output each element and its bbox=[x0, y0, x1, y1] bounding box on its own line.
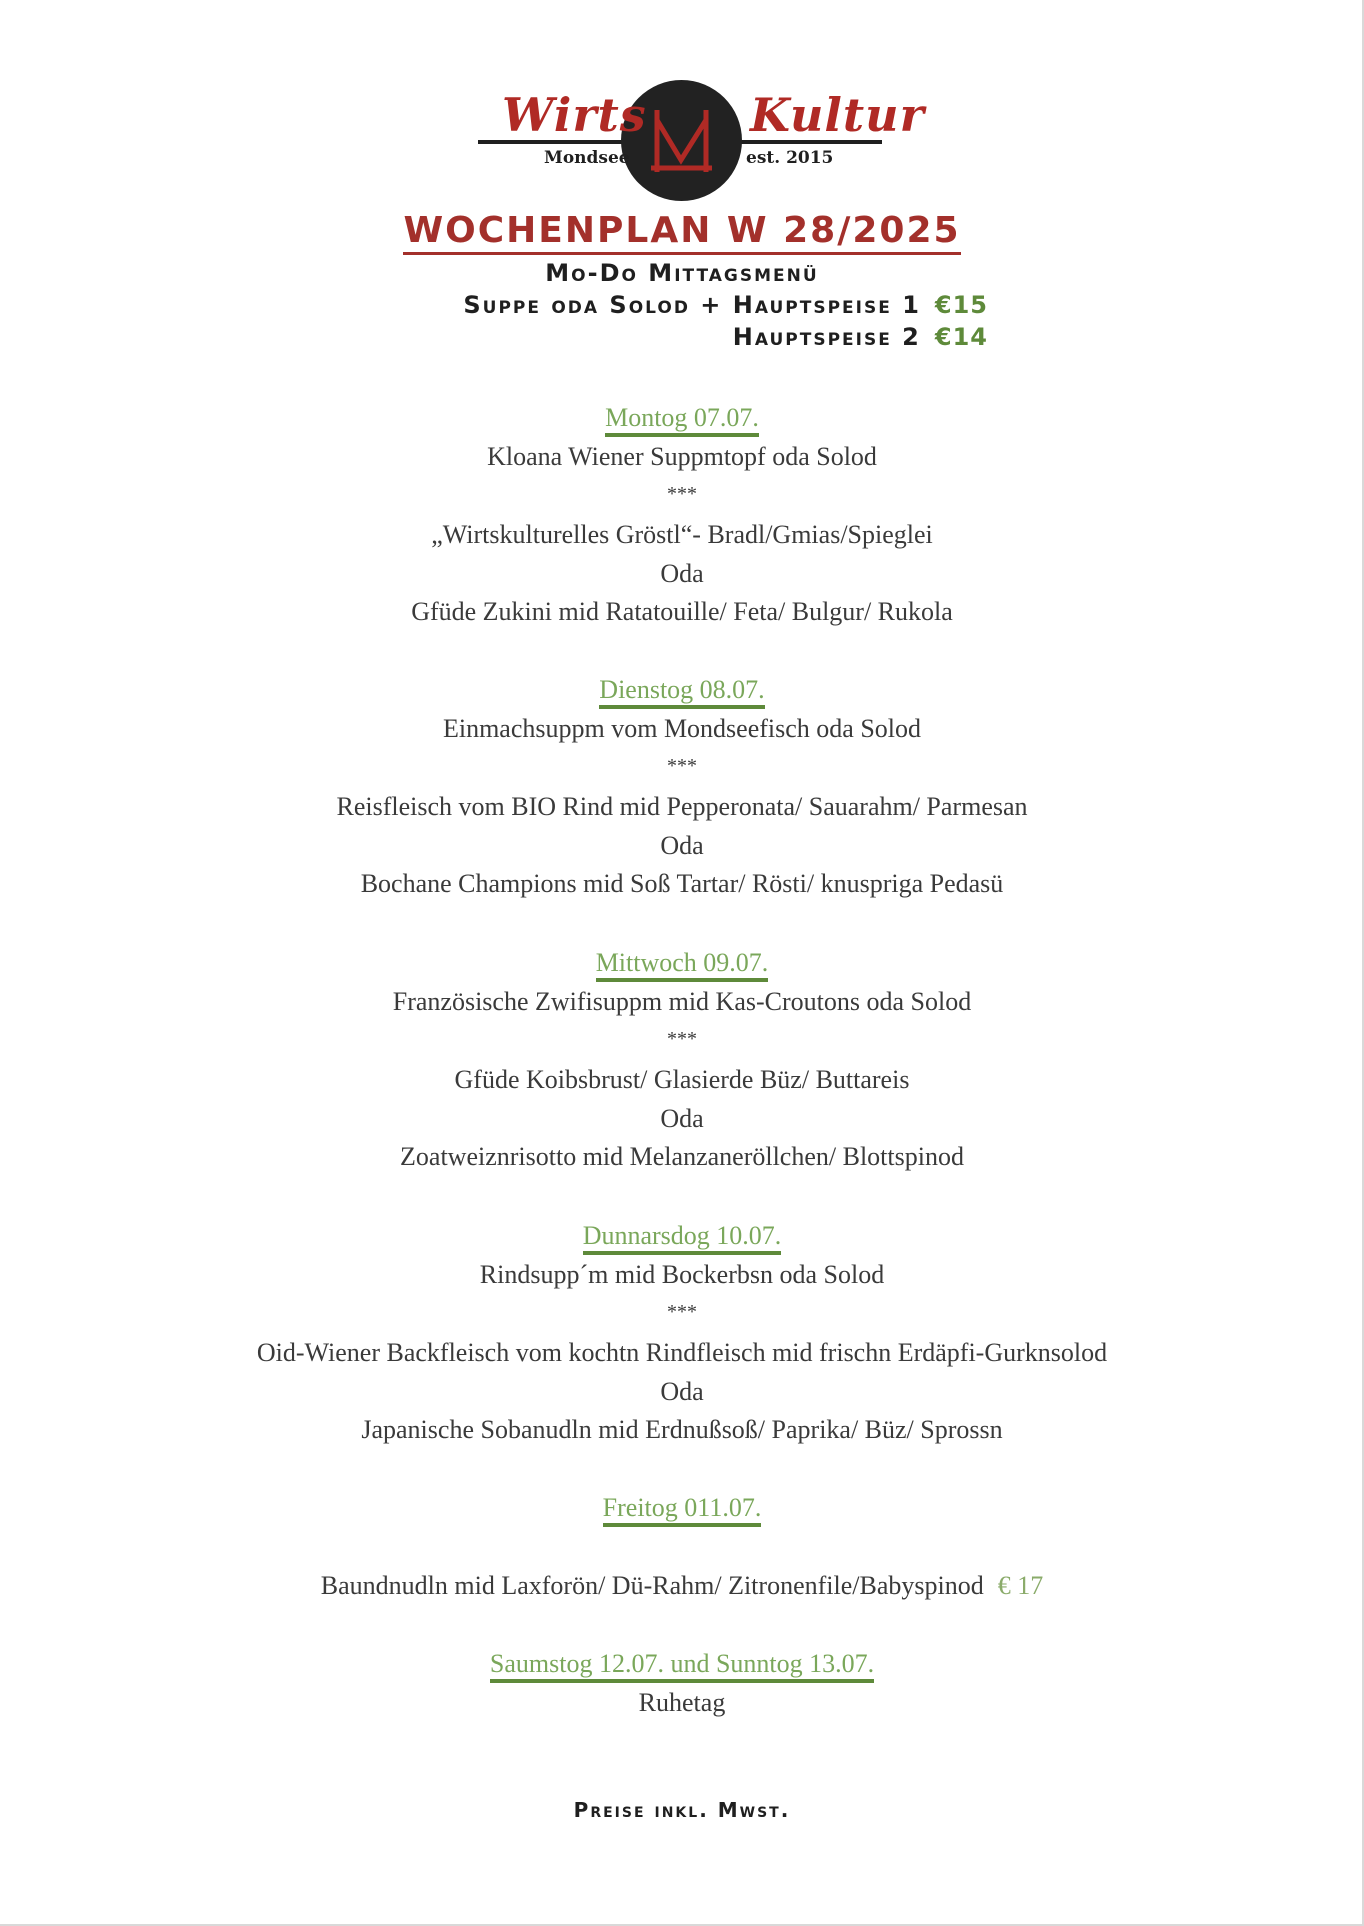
day-heading bbox=[0, 948, 1364, 978]
offer-1-label: Suppe oda Solod + Hauptspeise 1 bbox=[463, 291, 921, 319]
restaurant-logo bbox=[478, 80, 925, 204]
day-separator: *** bbox=[667, 1028, 697, 1050]
day-separator: *** bbox=[667, 1301, 697, 1323]
day-main-2: Zoatweiznrisotto mid Melanzaneröllchen/ Blottspinod bbox=[400, 1142, 964, 1171]
day-main-1: Reisfleisch vom BIO Rind mid Pepperonata/ Sauarahm/ Parmesan bbox=[336, 792, 1028, 821]
friday-heading bbox=[0, 1493, 1364, 1523]
logo-established: est. 2015 bbox=[746, 148, 834, 168]
day-heading bbox=[0, 675, 1364, 705]
day-main-1: Oid-Wiener Backfleisch vom kochtn Rindfleisch mid frischn Erdäpfi-Gurknsolod bbox=[256, 1338, 1108, 1367]
day-date: Montog 07.07. bbox=[605, 403, 759, 437]
offer-2-price: €14 bbox=[934, 323, 988, 351]
logo-word-left: Wirts bbox=[502, 88, 647, 142]
price-note: Preise inkl. Mwst. bbox=[573, 1798, 791, 1822]
weekend-heading bbox=[0, 1649, 1364, 1679]
day-heading bbox=[0, 1221, 1364, 1251]
day-or: Oda bbox=[660, 559, 704, 588]
day-separator: *** bbox=[667, 483, 697, 505]
friday-date: Freitog 011.07. bbox=[603, 1493, 762, 1527]
day-main-2: Japanische Sobanudln mid Erdnußsoß/ Paprika/ Büz/ Sprossn bbox=[361, 1415, 1003, 1444]
day-soup: Französische Zwifisuppm mid Kas-Croutons oda Solod bbox=[392, 987, 972, 1016]
day-soup: Rindsupp´m mid Bockerbsn oda Solod bbox=[479, 1260, 885, 1289]
weekend-date: Saumstog 12.07. und Sunntog 13.07. bbox=[490, 1649, 874, 1683]
page-title-text: WOCHENPLAN W 28/2025 bbox=[403, 210, 960, 255]
offer-2 bbox=[733, 323, 988, 351]
day-date: Dienstog 08.07. bbox=[599, 675, 764, 709]
offer-1-price: €15 bbox=[934, 291, 988, 319]
day-soup: Kloana Wiener Suppmtopf oda Solod bbox=[487, 442, 877, 471]
day-separator: *** bbox=[667, 755, 697, 777]
day-soup: Einmachsuppm vom Mondseefisch oda Solod bbox=[442, 714, 922, 743]
day-or: Oda bbox=[660, 831, 704, 860]
friday-dish-line bbox=[0, 1571, 1364, 1601]
day-main-1: Gfüde Koibsbrust/ Glasierde Büz/ Buttareis bbox=[454, 1065, 910, 1094]
day-heading bbox=[0, 403, 1364, 433]
day-or: Oda bbox=[660, 1104, 704, 1133]
day-main-2: Bochane Champions mid Soß Tartar/ Rösti/ knuspriga Pedasü bbox=[360, 869, 1004, 898]
day-main-1: „Wirtskulturelles Gröstl“- Bradl/Gmias/Spieglei bbox=[431, 520, 933, 549]
logo-location: Mondsee bbox=[544, 148, 630, 168]
weekend-note: Ruhetag bbox=[638, 1688, 726, 1717]
day-or: Oda bbox=[660, 1377, 704, 1406]
day-date: Dunnarsdog 10.07. bbox=[583, 1221, 782, 1255]
day-main-2: Gfüde Zukini mid Ratatouille/ Feta/ Bulgur/ Rukola bbox=[411, 597, 953, 626]
menu-subtitle: Mo-Do Mittagsmenü bbox=[545, 259, 819, 287]
page-title bbox=[0, 210, 1364, 251]
friday-dish: Baundnudln mid Laxforön/ Dü-Rahm/ Zitronenfile/Babyspinod bbox=[320, 1571, 984, 1600]
day-date: Mittwoch 09.07. bbox=[596, 948, 769, 982]
offer-1 bbox=[463, 291, 988, 319]
friday-price: € 17 bbox=[997, 1571, 1044, 1600]
offer-2-label: Hauptspeise 2 bbox=[732, 323, 921, 351]
logo-word-right: Kultur bbox=[750, 88, 925, 142]
